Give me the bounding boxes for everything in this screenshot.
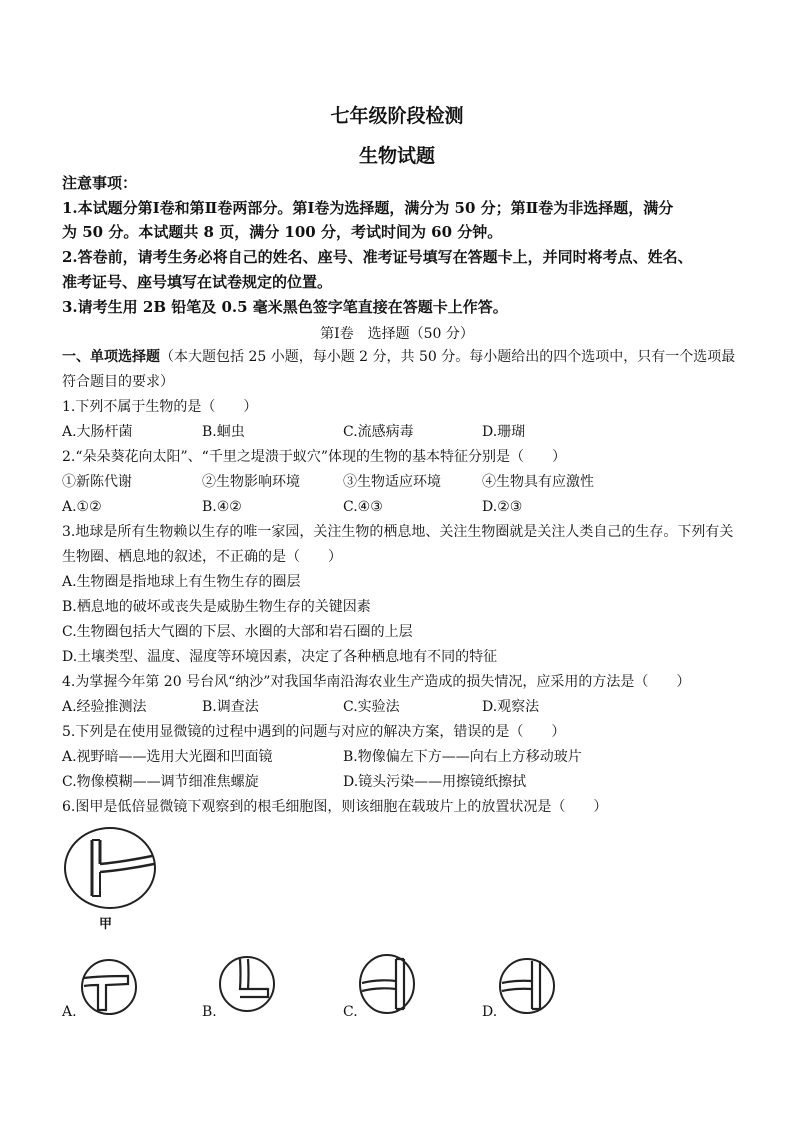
q6-option-c: C. [343,1004,358,1020]
part-heading: 一、单项选择题 [62,349,160,365]
q2-option-a: A.①② [62,499,102,515]
q1-option-c: C.流感病毒 [343,424,414,440]
q3-stem-1: 3.地球是所有生物赖以生存的唯一家园，关注生物的栖息地、关注生物圈就是关注人类自己的生存。下列有关 [62,524,734,540]
q3-option-d: D.土壤类型、温度、湿度等环境因素，决定了各种栖息地有不同的特征 [62,649,498,665]
q6-stem: 6.图甲是低倍显微镜下观察到的根毛细胞图，则该细胞在载玻片上的放置状况是（ ） [62,799,608,815]
notice-line-4: 准考证号、座号填写在试卷规定的位置。 [62,273,333,291]
option-b-figure [218,955,276,1013]
q2-option-c: C.④③ [343,499,383,515]
notice-line-1: 1.本试题分第Ⅰ卷和第Ⅱ卷两部分。第Ⅰ卷为选择题，满分为 50 分；第Ⅱ卷为非选择题，满分 [62,199,674,217]
q1-option-d: D.珊瑚 [482,424,526,440]
q4-option-a: A.经验推测法 [62,699,147,715]
q2-stem: 2.“朵朵葵花向太阳”、“千里之堤溃于蚁穴”体现的生物的基本特征分别是（ ） [62,449,566,465]
q2-statement-2: ②生物影响环境 [202,474,300,490]
exam-subtitle: 生物试题 [358,145,435,167]
q5-option-c: C.物像模糊——调节细准焦螺旋 [62,774,259,790]
q3-option-c: C.生物圈包括大气圈的下层、水圈的大部和岩石圈的上层 [62,624,413,640]
q6-option-a: A. [62,1004,77,1020]
q5-option-b: B.物像偏左下方——向右上方移动玻片 [343,749,582,765]
part-desc-1: （本大题包括 25 小题，每小题 2 分，共 50 分。每小题给出的四个选项中，只有一个选项最 [160,349,736,365]
q6-option-b: B. [202,1004,217,1020]
q2-statement-3: ③生物适应环境 [343,474,441,490]
q4-option-b: B.调查法 [202,699,259,715]
figure-label-jia: 甲 [99,917,113,932]
part-desc-2: 符合题目的要求） [62,374,174,390]
q5-option-d: D.镜头污染——用擦镜纸擦拭 [343,774,527,790]
notice-heading: 注意事项： [62,174,138,192]
root-hair-figure-jia [62,826,158,910]
q6-option-d: D. [482,1004,498,1020]
part-heading-line [62,347,735,367]
q1-stem: 1.下列不属于生物的是（ ） [62,399,258,415]
q4-option-c: C.实验法 [343,699,400,715]
exam-title: 七年级阶段检测 [330,105,464,127]
q3-option-b: B.栖息地的破坏或丧失是威胁生物生存的关键因素 [62,599,371,615]
q1-option-a: A.大肠杆菌 [62,424,133,440]
notice-line-5: 3.请考生用 2B 铅笔及 0.5 毫米黑色签字笔直接在答题卡上作答。 [62,298,508,316]
q2-option-d: D.②③ [482,499,523,515]
q3-option-a: A.生物圈是指地球上有生物生存的圈层 [62,574,301,590]
q4-option-d: D.观察法 [482,699,540,715]
notice-line-3: 2.答卷前，请考生务必将自己的姓名、座号、准考证号填写在答题卡上，并同时将考点、姓名、 [62,248,693,266]
q2-statement-4: ④生物具有应激性 [482,474,594,490]
q3-stem-2: 生物圈、栖息地的叙述，不正确的是（ ） [62,549,342,565]
q1-option-b: B.蛔虫 [202,424,245,440]
q2-option-b: B.④② [202,499,242,515]
section-title: 第Ⅰ卷 选择题（50 分） [320,326,474,342]
q5-option-a: A.视野暗——选用大光圈和凹面镜 [62,749,273,765]
q5-stem: 5.下列是在使用显微镜的过程中遇到的问题与对应的解决方案，错误的是（ ） [62,724,566,740]
q4-stem: 4.为掌握今年第 20 号台风“纳沙”对我国华南沿海农业生产造成的损失情况，应采用的方法是（ ） [62,674,691,690]
q2-statement-1: ①新陈代谢 [62,474,132,490]
option-a-figure [80,958,138,1016]
notice-line-2: 为 50 分。本试题共 8 页，满分 100 分，考试时间为 60 分钟。 [62,223,503,241]
option-c-figure [358,953,416,1015]
option-d-figure [498,957,556,1015]
